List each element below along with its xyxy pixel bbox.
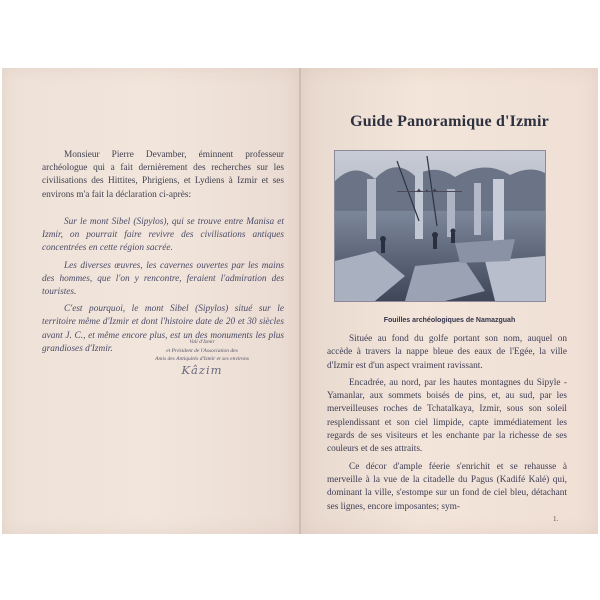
right-page [301, 68, 598, 534]
signature-block [102, 338, 302, 377]
body-paragraph: Encadrée, au nord, par les hautes montagnes du Sipyle - Yamanlar, aux sommets boisés de pins, et, au sud, par les merveilleuses roches de Tchatalkaya, Izmir, sous son soleil resplendissant et son ciel limpide, capte immédiatement les regards de ses visiteurs et les enchante par la richesse de ses couleurs et de ses attraits. [327, 377, 567, 455]
page-number: 1. [553, 515, 559, 523]
open-book [2, 68, 598, 534]
body-paragraph: Ce décor d'ample féerie s'enrichit et se rehausse à merveille à la vue de la citadelle du Pagus (Kadifé Kalé) qui, dominant la ville, s'estompe sur un fond de ciel bleu, détachant ses lignes, encore imposantes; sym- [327, 461, 567, 512]
signature-name: Kâzim [181, 362, 223, 377]
intro-paragraph: Monsieur Pierre Devamber, éminnent professeur archéologue qui a fait dernièrement des recherches sur les civilisations des Hittites, Phrigiens, et Lydiens à Izmir et ses environs m'a fait la déclaration ci-après: [42, 150, 284, 200]
photo-caption: Fouilles archéologiques de Namazguah [383, 317, 516, 324]
quote-paragraph: Les diverses œuvres, les cavernes ouvertes par les mains des hommes, que l'on y rencontre, feraient l'admiration des touristes. [42, 260, 284, 298]
excavation-photo [334, 150, 546, 302]
quote-paragraph: Sur le mont Sibel (Sipylos), qui se trouve entre Manisa et Izmir, on pourrait faire revivre des civilisations antiques concentrées en cette région sacrée. [42, 217, 284, 254]
signature-line: Amis des Antiquités d'Izmir et ses environs [155, 356, 249, 362]
signature-line: Vali d'Izmir [189, 339, 215, 345]
body-paragraph: Située au fond du golfe portant son nom, auquel on accède à travers la nappe bleue des eaux de l'Egée, la ville d'Izmir est d'un aspect vraiment ravissant. [327, 334, 567, 371]
quote-paragraph: C'est pourquoi, le mont Sibel (Sipylos) situé sur le territoire même d'Izmir et dont l'histoire date de 20 et 30 siècles avant J. C., et même encore plus, est un des monuments les plus grandioses d'Izmir. [42, 304, 284, 354]
signature-line: et Président de l'Association des [166, 347, 238, 354]
divider-ornament: ✦ • ✦ [416, 187, 439, 195]
page-title: Guide Panoramique d'Izmir [350, 113, 549, 130]
intro-text [42, 149, 284, 205]
body-text [327, 333, 567, 518]
ruins-photo-image [335, 151, 545, 301]
left-page [2, 68, 299, 534]
